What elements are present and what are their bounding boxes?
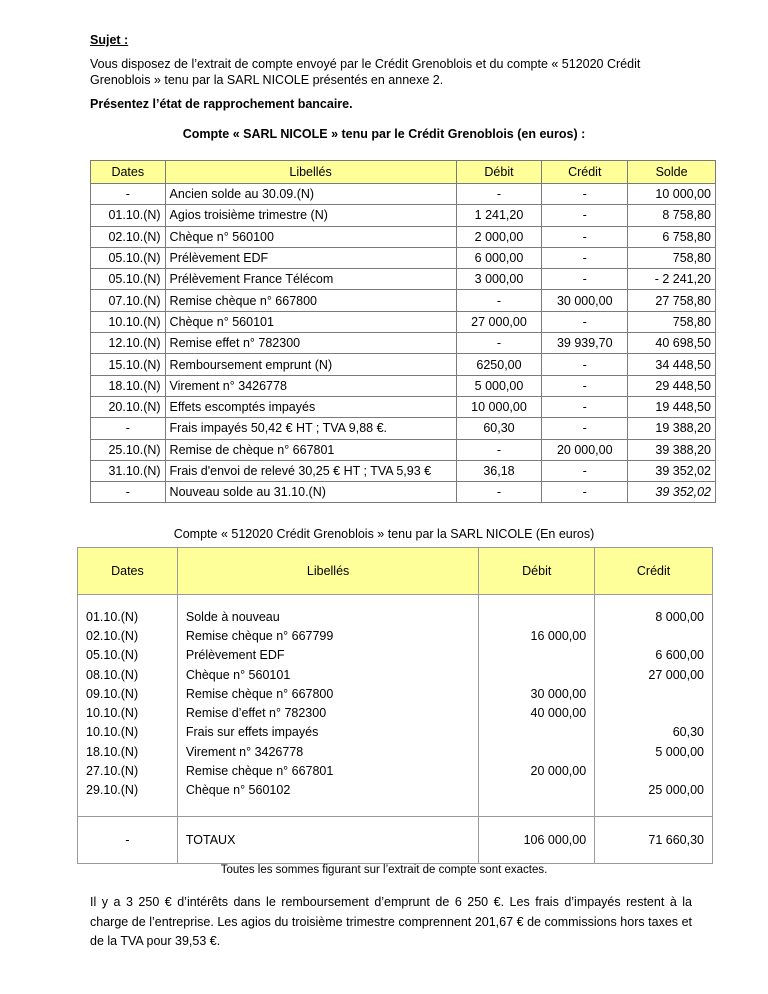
cell-credit: - <box>542 460 628 481</box>
table-row <box>91 205 716 226</box>
cell-debit: 36,18 <box>456 460 542 481</box>
cell-libelle: Virement n° 3426778 <box>165 375 456 396</box>
ledger-account-title: Compte « 512020 Crédit Grenoblois » tenu par la SARL NICOLE (En euros) <box>173 527 595 541</box>
empty-cell <box>78 800 178 817</box>
cell-debit: 6250,00 <box>456 354 542 375</box>
cell-date: 27.10.(N) <box>78 761 178 780</box>
cell-solde: 758,80 <box>628 311 716 332</box>
cell-libelle: Remise effet n° 782300 <box>165 333 456 354</box>
cell-debit <box>479 742 595 761</box>
table-row <box>91 184 716 205</box>
cell-credit: 60,30 <box>595 723 713 742</box>
cell-credit <box>595 684 713 703</box>
cell-libelle: Remise de chèque n° 667801 <box>165 439 456 460</box>
cell-credit: 6 600,00 <box>595 646 713 665</box>
cell-credit: - <box>542 205 628 226</box>
cell-solde: 34 448,50 <box>628 354 716 375</box>
table-row <box>91 460 716 481</box>
table-row <box>78 742 713 761</box>
sujet-heading: Sujet : <box>90 33 129 47</box>
cell-libelle: Chèque n° 560101 <box>165 311 456 332</box>
table-row <box>91 482 716 503</box>
cell-libelle: Virement n° 3426778 <box>177 742 478 761</box>
cell-date: 05.10.(N) <box>91 247 166 268</box>
cell-libelle: Remise d’effet n° 782300 <box>177 703 478 722</box>
cell-debit: 40 000,00 <box>479 703 595 722</box>
cell-credit: 25 000,00 <box>595 781 713 800</box>
cell-date: 08.10.(N) <box>78 665 178 684</box>
table-row <box>91 247 716 268</box>
table-row <box>91 311 716 332</box>
spacer-row <box>78 595 713 608</box>
cell-solde: 39 352,02 <box>628 482 716 503</box>
cell-debit: 16 000,00 <box>479 626 595 645</box>
cell-libelle: Agios troisième trimestre (N) <box>165 205 456 226</box>
empty-cell <box>595 595 713 608</box>
additional-info-paragraph: Il y a 3 250 € d’intérêts dans le remboursement d’emprunt de 6 250 €. Les frais d’impayés restent à la charge de l’entreprise. Les agios du troisième trimestre comprennent 201,67 € de commissions hors taxes et de la TVA pour 39,53 €. <box>90 895 692 948</box>
table-row <box>91 439 716 460</box>
cell-date: 02.10.(N) <box>91 226 166 247</box>
table-row <box>91 396 716 417</box>
col-header-libelles: Libellés <box>165 161 456 184</box>
cell-libelle: Prélèvement France Télécom <box>165 269 456 290</box>
cell-credit: 39 939,70 <box>542 333 628 354</box>
cell-credit: 20 000,00 <box>542 439 628 460</box>
cell-libelle: Remboursement emprunt (N) <box>165 354 456 375</box>
table-row <box>78 665 713 684</box>
ledger-account-table <box>77 547 713 864</box>
cell-date: 05.10.(N) <box>78 646 178 665</box>
cell-credit: - <box>542 269 628 290</box>
cell-libelle: Remise chèque n° 667800 <box>177 684 478 703</box>
cell-debit: - <box>456 439 542 460</box>
cell-date: 31.10.(N) <box>91 460 166 481</box>
cell-libelle: Frais impayés 50,42 € HT ; TVA 9,88 €. <box>165 418 456 439</box>
empty-cell <box>78 595 178 608</box>
cell-solde: 10 000,00 <box>628 184 716 205</box>
cell-credit <box>595 761 713 780</box>
cell-debit: 20 000,00 <box>479 761 595 780</box>
cell-date: 10.10.(N) <box>91 311 166 332</box>
cell-solde: 29 448,50 <box>628 375 716 396</box>
cell-debit: 30 000,00 <box>479 684 595 703</box>
cell-libelle: Remise chèque n° 667799 <box>177 626 478 645</box>
cell-solde: 40 698,50 <box>628 333 716 354</box>
cell-debit: 60,30 <box>456 418 542 439</box>
cell-debit <box>479 665 595 684</box>
cell-debit <box>479 781 595 800</box>
cell-debit: 5 000,00 <box>456 375 542 396</box>
task-instruction: Présentez l’état de rapprochement bancaire. <box>90 97 353 111</box>
empty-cell <box>479 595 595 608</box>
cell-date: 29.10.(N) <box>78 781 178 800</box>
table-header-row <box>91 161 716 184</box>
cell-date: 20.10.(N) <box>91 396 166 417</box>
cell-credit: - <box>542 184 628 205</box>
cell-date: 12.10.(N) <box>91 333 166 354</box>
cell-solde: 39 352,02 <box>628 460 716 481</box>
bank-statement-table <box>90 160 716 503</box>
cell-debit: 2 000,00 <box>456 226 542 247</box>
cell-libelle: Remise chèque n° 667801 <box>177 761 478 780</box>
cell-date: 18.10.(N) <box>78 742 178 761</box>
cell-date: 07.10.(N) <box>91 290 166 311</box>
col-header-dates: Dates <box>78 548 178 595</box>
empty-cell <box>177 595 478 608</box>
cell-credit: - <box>542 396 628 417</box>
table-row <box>78 761 713 780</box>
table-row <box>91 375 716 396</box>
cell-libelle: Effets escomptés impayés <box>165 396 456 417</box>
table-row <box>91 226 716 247</box>
cell-date: 02.10.(N) <box>78 626 178 645</box>
cell-credit: 71 660,30 <box>595 816 713 863</box>
cell-credit <box>595 626 713 645</box>
cell-libelle: Chèque n° 560100 <box>165 226 456 247</box>
cell-libelle: Remise chèque n° 667800 <box>165 290 456 311</box>
cell-debit: 6 000,00 <box>456 247 542 268</box>
cell-credit: - <box>542 418 628 439</box>
cell-solde: 39 388,20 <box>628 439 716 460</box>
table-header-row <box>78 548 713 595</box>
cell-libelle: Solde à nouveau <box>177 607 478 626</box>
cell-debit: - <box>456 482 542 503</box>
col-header-libelles: Libellés <box>177 548 478 595</box>
cell-credit: - <box>542 311 628 332</box>
cell-solde: 758,80 <box>628 247 716 268</box>
cell-date: - <box>91 418 166 439</box>
table-row <box>78 684 713 703</box>
cell-debit: 27 000,00 <box>456 311 542 332</box>
col-header-dates: Dates <box>91 161 166 184</box>
cell-debit: - <box>456 333 542 354</box>
cell-libelle: Chèque n° 560101 <box>177 665 478 684</box>
cell-debit: 106 000,00 <box>479 816 595 863</box>
exactness-note: Toutes les sommes figurant sur l’extrait de compte sont exactes. <box>220 864 548 876</box>
table-row <box>78 607 713 626</box>
col-header-debit: Débit <box>456 161 542 184</box>
cell-credit: 8 000,00 <box>595 607 713 626</box>
table-row <box>91 354 716 375</box>
cell-debit: - <box>456 184 542 205</box>
cell-date: 25.10.(N) <box>91 439 166 460</box>
intro-text: Vous disposez de l’extrait de compte envoyé par le Crédit Grenoblois et du compte « 512020 Crédit Grenoblois » tenu par la SARL NICOLE présentés en annexe 2. <box>90 57 641 87</box>
cell-libelle: Nouveau solde au 31.10.(N) <box>165 482 456 503</box>
cell-credit: 5 000,00 <box>595 742 713 761</box>
cell-date: 18.10.(N) <box>91 375 166 396</box>
cell-date: - <box>78 816 178 863</box>
table-row <box>91 333 716 354</box>
cell-date: 10.10.(N) <box>78 703 178 722</box>
cell-debit: 3 000,00 <box>456 269 542 290</box>
cell-date: 10.10.(N) <box>78 723 178 742</box>
cell-solde: 27 758,80 <box>628 290 716 311</box>
cell-solde: 8 758,80 <box>628 205 716 226</box>
cell-credit: - <box>542 247 628 268</box>
cell-debit <box>479 646 595 665</box>
table-row <box>91 290 716 311</box>
bank-statement-title: Compte « SARL NICOLE » tenu par le Crédit Grenoblois (en euros) : <box>182 127 586 141</box>
empty-cell <box>177 800 478 817</box>
cell-libelle: Prélèvement EDF <box>165 247 456 268</box>
cell-debit: 10 000,00 <box>456 396 542 417</box>
table-row <box>78 646 713 665</box>
col-header-credit: Crédit <box>542 161 628 184</box>
table-row <box>78 703 713 722</box>
cell-solde: 19 448,50 <box>628 396 716 417</box>
cell-date: 01.10.(N) <box>78 607 178 626</box>
cell-solde: 19 388,20 <box>628 418 716 439</box>
cell-date: 15.10.(N) <box>91 354 166 375</box>
col-header-debit: Débit <box>479 548 595 595</box>
col-header-solde: Solde <box>628 161 716 184</box>
cell-libelle: TOTAUX <box>177 816 478 863</box>
cell-libelle: Prélèvement EDF <box>177 646 478 665</box>
cell-credit: - <box>542 375 628 396</box>
cell-credit: - <box>542 226 628 247</box>
totals-row <box>78 816 713 863</box>
cell-libelle: Frais sur effets impayés <box>177 723 478 742</box>
cell-date: 01.10.(N) <box>91 205 166 226</box>
table-row <box>91 269 716 290</box>
cell-credit <box>595 703 713 722</box>
table-row <box>78 781 713 800</box>
cell-date: 05.10.(N) <box>91 269 166 290</box>
empty-cell <box>595 800 713 817</box>
cell-debit: 1 241,20 <box>456 205 542 226</box>
cell-debit: - <box>456 290 542 311</box>
cell-credit: - <box>542 482 628 503</box>
cell-libelle: Frais d'envoi de relevé 30,25 € HT ; TVA 5,93 € <box>165 460 456 481</box>
cell-debit <box>479 723 595 742</box>
cell-debit <box>479 607 595 626</box>
cell-date: - <box>91 482 166 503</box>
cell-libelle: Ancien solde au 30.09.(N) <box>165 184 456 205</box>
cell-libelle: Chèque n° 560102 <box>177 781 478 800</box>
cell-date: 09.10.(N) <box>78 684 178 703</box>
table-row <box>78 723 713 742</box>
spacer-row <box>78 800 713 817</box>
col-header-credit: Crédit <box>595 548 713 595</box>
cell-solde: 6 758,80 <box>628 226 716 247</box>
cell-credit: 27 000,00 <box>595 665 713 684</box>
table-row <box>78 626 713 645</box>
cell-credit: - <box>542 354 628 375</box>
table-row <box>91 418 716 439</box>
cell-solde: - 2 241,20 <box>628 269 716 290</box>
empty-cell <box>479 800 595 817</box>
cell-date: - <box>91 184 166 205</box>
cell-credit: 30 000,00 <box>542 290 628 311</box>
